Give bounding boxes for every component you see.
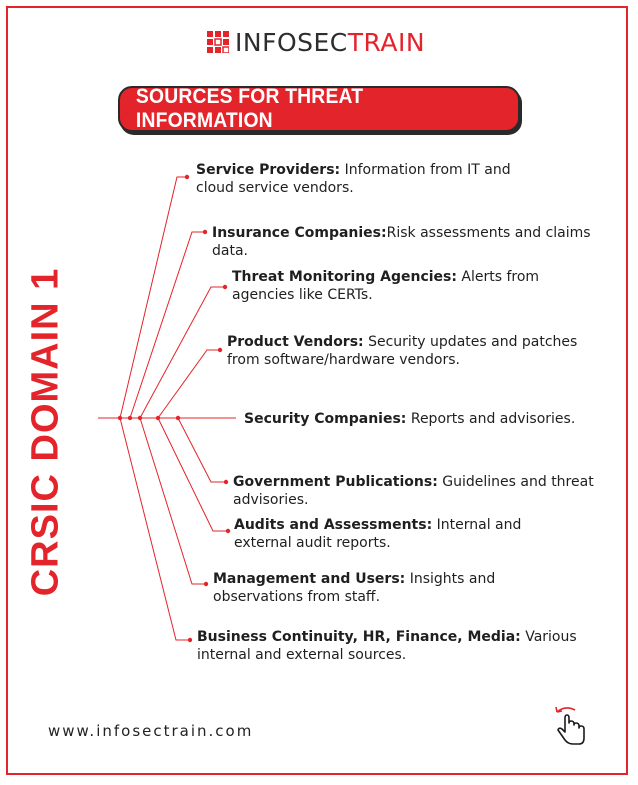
pointing-hand-icon <box>553 704 589 746</box>
source-item-business-continuity <box>197 628 592 664</box>
side-label: CRSIC DOMAIN 1 <box>24 267 67 597</box>
end-dot <box>226 529 230 533</box>
source-name: Service Providers: <box>196 162 341 178</box>
source-item-threat-monitoring-agencies <box>232 268 572 304</box>
source-name: Threat Monitoring Agencies: <box>232 269 457 285</box>
junction-dot <box>138 416 142 420</box>
source-name: Product Vendors: <box>227 334 364 350</box>
page-title: SOURCES FOR THREAT INFORMATION <box>135 85 364 132</box>
source-description: Reports and advisories. <box>406 411 576 427</box>
source-item-product-vendors <box>227 333 587 369</box>
source-item-security-companies <box>244 410 584 428</box>
connector-2 <box>130 232 205 418</box>
end-dot <box>204 582 208 586</box>
end-dot <box>218 348 222 352</box>
source-item-management-and-users <box>213 570 558 606</box>
connector-8 <box>140 418 206 584</box>
source-description: Guidelines and threat advisories. <box>233 474 594 508</box>
source-description: Internal and external audit reports. <box>234 517 522 551</box>
source-item-government-publications <box>233 473 628 509</box>
connector-9 <box>120 418 190 640</box>
end-dot <box>203 230 207 234</box>
source-item-service-providers <box>196 161 526 197</box>
junction-dot <box>128 416 132 420</box>
source-description: Information from IT and cloud service vendors. <box>196 162 511 196</box>
source-description: Security updates and patches from software/hardware vendors. <box>227 334 578 368</box>
connector-6 <box>178 418 226 482</box>
source-item-audits-and-assessments <box>234 516 554 552</box>
source-item-insurance-companies <box>212 224 602 260</box>
connector-3 <box>140 287 225 418</box>
source-description: Various internal and external sources. <box>197 629 577 663</box>
end-dot <box>188 638 192 642</box>
source-description: Alerts from agencies like CERTs. <box>232 269 540 303</box>
source-name: Business Continuity, HR, Finance, Media: <box>197 629 521 645</box>
connector-7 <box>158 418 228 531</box>
connector-1 <box>120 177 187 418</box>
brand-name-suffix: TRAIN <box>347 27 426 57</box>
end-dot <box>185 175 189 179</box>
source-name: Audits and Assessments: <box>234 517 433 533</box>
brand-name-prefix: INFOSEC <box>235 27 348 57</box>
source-name: Security Companies: <box>244 411 407 427</box>
connector-4 <box>158 350 220 418</box>
junction-dot <box>156 416 160 420</box>
end-dot <box>224 480 228 484</box>
source-name: Insurance Companies: <box>212 225 387 241</box>
junction-dot <box>118 416 122 420</box>
source-description: Risk assessments and claims data. <box>212 225 591 259</box>
source-name: Management and Users: <box>213 571 406 587</box>
footer-website-link[interactable]: www.infosectrain.com <box>48 722 254 740</box>
end-dot <box>223 285 227 289</box>
source-description: Insights and observations from staff. <box>213 571 496 605</box>
junction-dot <box>176 416 180 420</box>
source-name: Government Publications: <box>233 474 438 490</box>
